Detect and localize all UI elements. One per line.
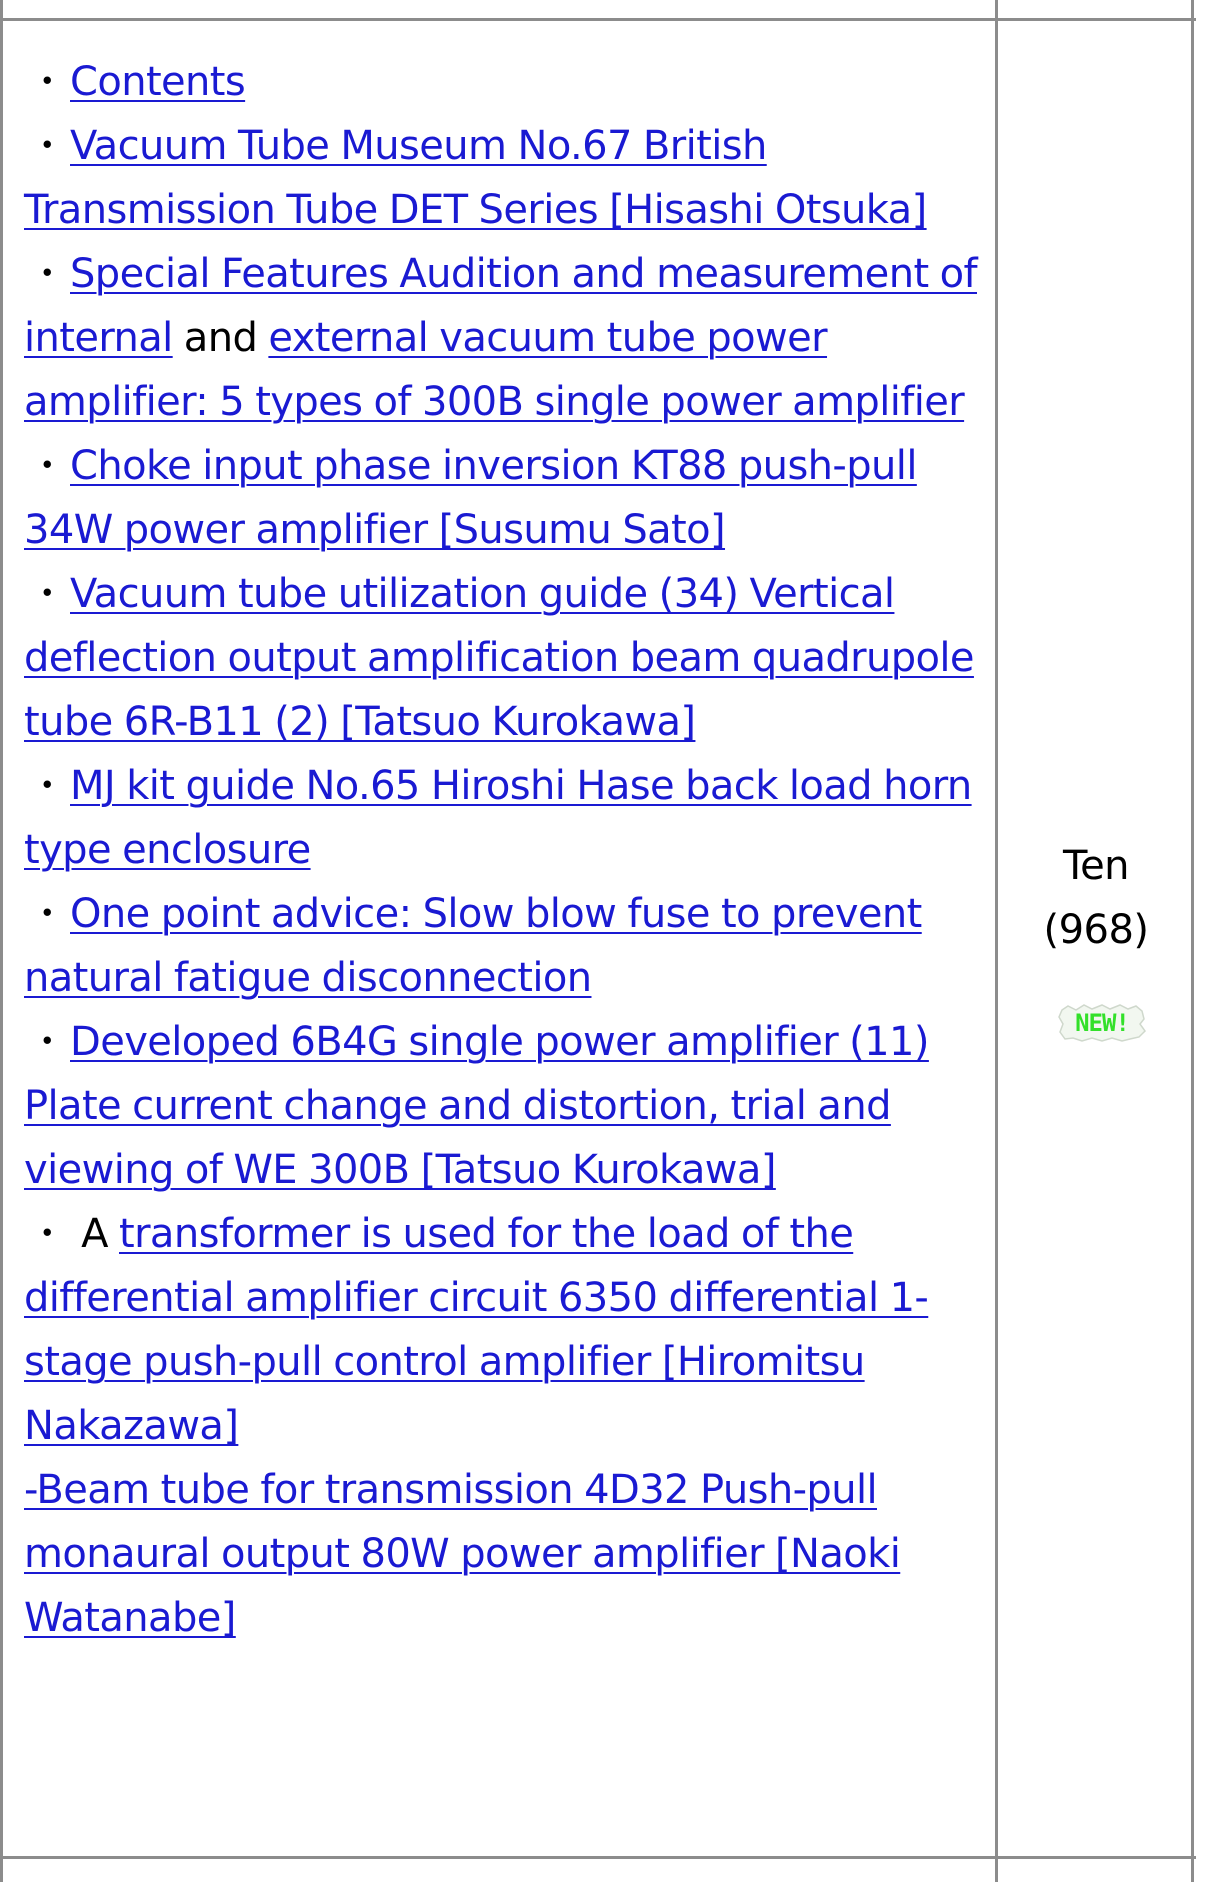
article-link[interactable]: Contents xyxy=(70,59,246,105)
list-item xyxy=(24,754,984,882)
list-item xyxy=(24,562,984,754)
new-badge xyxy=(1058,1004,1146,1042)
bullet-icon: ・ xyxy=(27,1019,67,1065)
list-item xyxy=(24,50,984,114)
list-item xyxy=(24,1202,984,1458)
article-link[interactable]: MJ kit guide No.65 Hiroshi Hase back load horn type enclosure xyxy=(24,763,972,873)
badge-label: NEW! xyxy=(1075,1009,1129,1037)
list-item xyxy=(24,242,984,434)
bullet-icon: ・ xyxy=(27,1211,67,1257)
bullet-icon: ・ xyxy=(27,251,67,297)
list-item xyxy=(24,434,984,562)
article-link[interactable]: One point advice: Slow blow fuse to prevent natural fatigue disconnection xyxy=(24,891,922,1001)
article-link[interactable]: -Beam tube for transmission 4D32 Push-pull monaural output 80W power amplifier [Naoki Watanabe] xyxy=(24,1467,901,1641)
article-link[interactable]: Special Features Audition and measurement of internal xyxy=(24,251,977,361)
issue-count: (968) xyxy=(1043,907,1149,953)
article-link[interactable]: Choke input phase inversion KT88 push-pull 34W power amplifier [Susumu Sato] xyxy=(24,443,917,553)
list-item xyxy=(24,882,984,1010)
bullet-icon: ・ xyxy=(27,891,67,937)
left-border xyxy=(0,0,3,1882)
top-border xyxy=(0,18,1196,21)
plain-text: and xyxy=(172,315,269,361)
article-link[interactable]: transformer is used for the load of the differential amplifier circuit 6350 differential 1-stage push-pull control amplifier [Hiromitsu Nakazawa] xyxy=(24,1211,929,1449)
list-item xyxy=(24,114,984,242)
article-link[interactable]: Developed 6B4G single power amplifier (11) Plate current change and distortion, trial and viewing of WE 300B [Tatsuo Kurokawa] xyxy=(24,1019,929,1193)
list-item xyxy=(24,1010,984,1202)
article-link[interactable]: external vacuum tube power amplifier: 5 types of 300B single power amplifier xyxy=(24,315,965,425)
article-link[interactable]: Vacuum tube utilization guide (34) Vertical deflection output amplification beam quadrupole tube 6R-B11 (2) [Tatsuo Kurokawa] xyxy=(24,571,974,745)
bullet-icon: ・ xyxy=(27,123,67,169)
plain-text: A xyxy=(70,1211,119,1257)
contents-list xyxy=(24,50,984,1650)
bullet-icon: ・ xyxy=(27,443,67,489)
issue-label: Ten xyxy=(1062,843,1130,889)
article-link[interactable]: Vacuum Tube Museum No.67 British Transmission Tube DET Series [Hisashi Otsuka] xyxy=(24,123,927,233)
bullet-icon: ・ xyxy=(27,763,67,809)
list-item xyxy=(24,1458,984,1650)
bottom-border xyxy=(0,1856,1196,1859)
bullet-icon: ・ xyxy=(27,571,67,617)
bullet-icon: ・ xyxy=(27,59,67,105)
issue-cell xyxy=(998,834,1194,962)
